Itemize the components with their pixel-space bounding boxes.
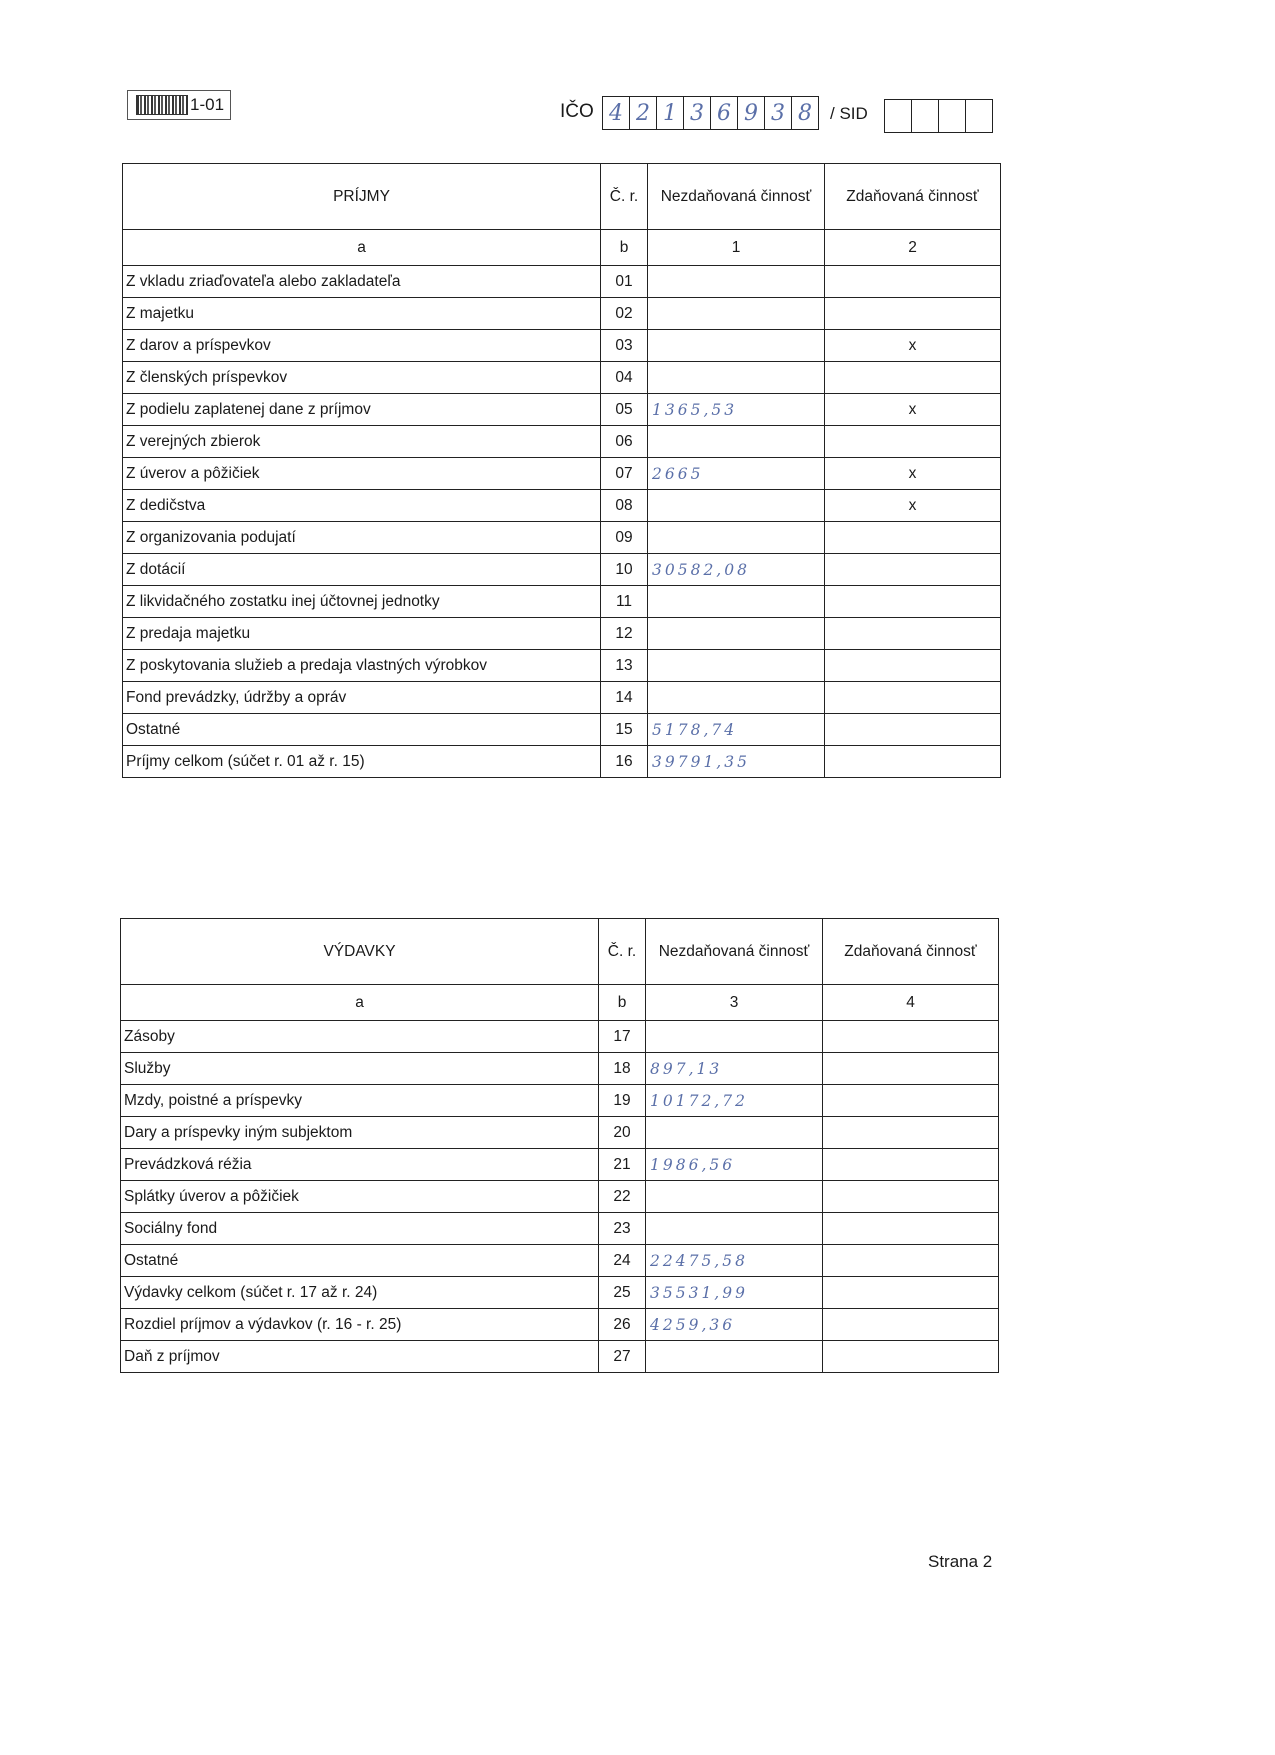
table-row [121, 1181, 999, 1213]
row-number: 26 [599, 1309, 646, 1341]
ico-label: IČO [560, 101, 594, 122]
row-number: 08 [601, 490, 648, 522]
col-cr-header: Č. r. [601, 164, 648, 230]
table-row [121, 1213, 999, 1245]
ico-digit: 4 [603, 97, 630, 129]
row-number: 19 [599, 1085, 646, 1117]
row-number: 12 [601, 618, 648, 650]
col-letter: a [123, 230, 601, 266]
ico-digit: 6 [711, 97, 738, 129]
table-row [121, 1277, 999, 1309]
vydavky-title: VÝDAVKY [121, 919, 599, 985]
row-label: Z vkladu zriaďovateľa alebo zakladateľa [123, 266, 601, 298]
nezdanovana-value-cell[interactable] [648, 490, 825, 522]
nezdanovana-value-cell[interactable] [648, 266, 825, 298]
zdanovana-value-cell[interactable] [823, 1277, 999, 1309]
table-row [123, 426, 1001, 458]
nezdanovana-value-cell[interactable]: 39791,35 [648, 746, 825, 778]
zdanovana-value-cell[interactable] [823, 1149, 999, 1181]
zdanovana-value-cell[interactable] [823, 1181, 999, 1213]
table-row [121, 1149, 999, 1181]
vydavky-table [120, 918, 999, 1373]
zdanovana-value-cell[interactable] [825, 362, 1001, 394]
row-label: Z poskytovania služieb a predaja vlastných výrobkov [123, 650, 601, 682]
table-row [123, 490, 1001, 522]
zdanovana-value-cell[interactable] [825, 298, 1001, 330]
table-row [123, 650, 1001, 682]
table-row [121, 1341, 999, 1373]
ico-field[interactable] [602, 96, 819, 130]
row-label: Fond prevádzky, údržby a opráv [123, 682, 601, 714]
col-letter: 2 [825, 230, 1001, 266]
nezdanovana-value-cell[interactable]: 897,13 [646, 1053, 823, 1085]
row-label: Služby [121, 1053, 599, 1085]
table-row [123, 714, 1001, 746]
nezdanovana-value-cell[interactable]: 30582,08 [648, 554, 825, 586]
zdanovana-value-cell[interactable] [823, 1021, 999, 1053]
row-number: 22 [599, 1181, 646, 1213]
zdanovana-value-cell[interactable] [823, 1245, 999, 1277]
prijmy-table [122, 163, 1001, 778]
ico-digit: 9 [738, 97, 765, 129]
table-row [121, 1117, 999, 1149]
zdanovana-value-cell[interactable] [823, 1053, 999, 1085]
col-nezdanovana-header: Nezdaňovaná činnosť [648, 164, 825, 230]
row-number: 20 [599, 1117, 646, 1149]
nezdanovana-value-cell[interactable]: 1365,53 [648, 394, 825, 426]
row-label: Z majetku [123, 298, 601, 330]
row-label: Z verejných zbierok [123, 426, 601, 458]
zdanovana-value-cell[interactable] [825, 618, 1001, 650]
zdanovana-value-cell[interactable] [825, 714, 1001, 746]
zdanovana-value-cell[interactable]: x [825, 458, 1001, 490]
row-label: Splátky úverov a pôžičiek [121, 1181, 599, 1213]
zdanovana-value-cell[interactable] [825, 682, 1001, 714]
row-number: 25 [599, 1277, 646, 1309]
nezdanovana-value-cell[interactable] [646, 1181, 823, 1213]
row-number: 02 [601, 298, 648, 330]
row-label: Z dedičstva [123, 490, 601, 522]
table-row [123, 362, 1001, 394]
col-letter: b [601, 230, 648, 266]
row-label: Mzdy, poistné a príspevky [121, 1085, 599, 1117]
row-number: 24 [599, 1245, 646, 1277]
table-row [123, 458, 1001, 490]
row-number: 10 [601, 554, 648, 586]
nezdanovana-value-cell[interactable] [648, 426, 825, 458]
nezdanovana-value-cell[interactable]: 4259,36 [646, 1309, 823, 1341]
nezdanovana-value-cell[interactable] [648, 522, 825, 554]
ico-digit: 3 [765, 97, 792, 129]
nezdanovana-value-cell[interactable] [646, 1341, 823, 1373]
row-number: 27 [599, 1341, 646, 1373]
table-row [121, 1021, 999, 1053]
table-row [123, 586, 1001, 618]
row-number: 07 [601, 458, 648, 490]
row-label: Príjmy celkom (súčet r. 01 až r. 15) [123, 746, 601, 778]
table-row [121, 1053, 999, 1085]
row-label: Ostatné [123, 714, 601, 746]
zdanovana-value-cell[interactable] [825, 522, 1001, 554]
zdanovana-value-cell[interactable] [825, 650, 1001, 682]
sid-digit [885, 100, 912, 132]
row-number: 06 [601, 426, 648, 458]
table-row [121, 1085, 999, 1117]
zdanovana-value-cell[interactable]: x [825, 394, 1001, 426]
col-cr-header: Č. r. [599, 919, 646, 985]
form-code-text: 1-01 [190, 95, 225, 114]
table-row [123, 330, 1001, 362]
row-number: 23 [599, 1213, 646, 1245]
nezdanovana-value-cell[interactable]: 22475,58 [646, 1245, 823, 1277]
row-label: Rozdiel príjmov a výdavkov (r. 16 - r. 25) [121, 1309, 599, 1341]
ico-digit: 8 [798, 100, 812, 126]
table-row [123, 618, 1001, 650]
nezdanovana-value-cell[interactable] [648, 682, 825, 714]
page-number: Strana 2 [928, 1552, 993, 1571]
row-number: 01 [601, 266, 648, 298]
zdanovana-value-cell[interactable] [825, 266, 1001, 298]
row-number: 14 [601, 682, 648, 714]
zdanovana-value-cell[interactable] [823, 1341, 999, 1373]
sid-label: / SID [830, 104, 868, 123]
row-label: Z dotácií [123, 554, 601, 586]
row-label: Z darov a príspevkov [123, 330, 601, 362]
row-number: 15 [601, 714, 648, 746]
row-label: Z členských príspevkov [123, 362, 601, 394]
col-zdanovana-header: Zdaňovaná činnosť [823, 919, 999, 985]
row-number: 09 [601, 522, 648, 554]
nezdanovana-value-cell[interactable]: 35531,99 [646, 1277, 823, 1309]
row-number: 03 [601, 330, 648, 362]
sid-digit [912, 100, 939, 132]
nezdanovana-value-cell[interactable]: 5178,74 [648, 714, 825, 746]
zdanovana-value-cell[interactable] [823, 1117, 999, 1149]
row-label: Výdavky celkom (súčet r. 17 až r. 24) [121, 1277, 599, 1309]
row-label: Z organizovania podujatí [123, 522, 601, 554]
row-label: Daň z príjmov [121, 1341, 599, 1373]
nezdanovana-value-cell[interactable] [648, 586, 825, 618]
row-label: Dary a príspevky iným subjektom [121, 1117, 599, 1149]
row-number: 04 [601, 362, 648, 394]
col-letter: a [121, 985, 599, 1021]
nezdanovana-value-cell[interactable]: 2665 [648, 458, 825, 490]
barcode-icon [136, 95, 188, 115]
prijmy-title: PRÍJMY [123, 164, 601, 230]
col-nezdanovana-header: Nezdaňovaná činnosť [646, 919, 823, 985]
nezdanovana-value-cell[interactable] [646, 1021, 823, 1053]
nezdanovana-value-cell[interactable] [648, 298, 825, 330]
sid-digit [939, 100, 966, 132]
row-label: Prevádzková réžia [121, 1149, 599, 1181]
table-row [121, 1245, 999, 1277]
table-row [123, 298, 1001, 330]
table-row [123, 522, 1001, 554]
row-number: 21 [599, 1149, 646, 1181]
sid-field[interactable] [884, 99, 993, 133]
row-number: 17 [599, 1021, 646, 1053]
zdanovana-value-cell[interactable] [823, 1309, 999, 1341]
col-letter: 4 [823, 985, 999, 1021]
zdanovana-value-cell[interactable] [825, 426, 1001, 458]
table-row [123, 682, 1001, 714]
zdanovana-value-cell[interactable]: x [825, 490, 1001, 522]
zdanovana-value-cell[interactable] [825, 746, 1001, 778]
row-label: Z likvidačného zostatku inej účtovnej jednotky [123, 586, 601, 618]
row-number: 16 [601, 746, 648, 778]
nezdanovana-value-cell[interactable]: 1986,56 [646, 1149, 823, 1181]
nezdanovana-value-cell[interactable] [648, 362, 825, 394]
col-letter: 1 [648, 230, 825, 266]
table-row [123, 746, 1001, 778]
ico-digit: 2 [630, 97, 657, 129]
table-row [123, 266, 1001, 298]
zdanovana-value-cell[interactable] [823, 1213, 999, 1245]
ico-digit: 3 [684, 97, 711, 129]
nezdanovana-value-cell[interactable] [648, 650, 825, 682]
nezdanovana-value-cell[interactable] [648, 330, 825, 362]
nezdanovana-value-cell[interactable] [646, 1213, 823, 1245]
row-number: 11 [601, 586, 648, 618]
zdanovana-value-cell[interactable] [823, 1085, 999, 1117]
zdanovana-value-cell[interactable] [825, 586, 1001, 618]
col-letter: b [599, 985, 646, 1021]
row-label: Z podielu zaplatenej dane z príjmov [123, 394, 601, 426]
col-letter: 3 [646, 985, 823, 1021]
nezdanovana-value-cell[interactable] [646, 1117, 823, 1149]
zdanovana-value-cell[interactable]: x [825, 330, 1001, 362]
row-label: Zásoby [121, 1021, 599, 1053]
row-number: 05 [601, 394, 648, 426]
row-label: Sociálny fond [121, 1213, 599, 1245]
row-number: 18 [599, 1053, 646, 1085]
nezdanovana-value-cell[interactable] [648, 618, 825, 650]
row-label: Ostatné [121, 1245, 599, 1277]
row-label: Z úverov a pôžičiek [123, 458, 601, 490]
nezdanovana-value-cell[interactable]: 10172,72 [646, 1085, 823, 1117]
zdanovana-value-cell[interactable] [825, 554, 1001, 586]
table-row [121, 1309, 999, 1341]
table-row [123, 394, 1001, 426]
row-label: Z predaja majetku [123, 618, 601, 650]
form-code [127, 90, 231, 120]
table-row [123, 554, 1001, 586]
col-zdanovana-header: Zdaňovaná činnosť [825, 164, 1001, 230]
row-number: 13 [601, 650, 648, 682]
ico-digit: 1 [657, 97, 684, 129]
sid-digit [966, 100, 992, 132]
